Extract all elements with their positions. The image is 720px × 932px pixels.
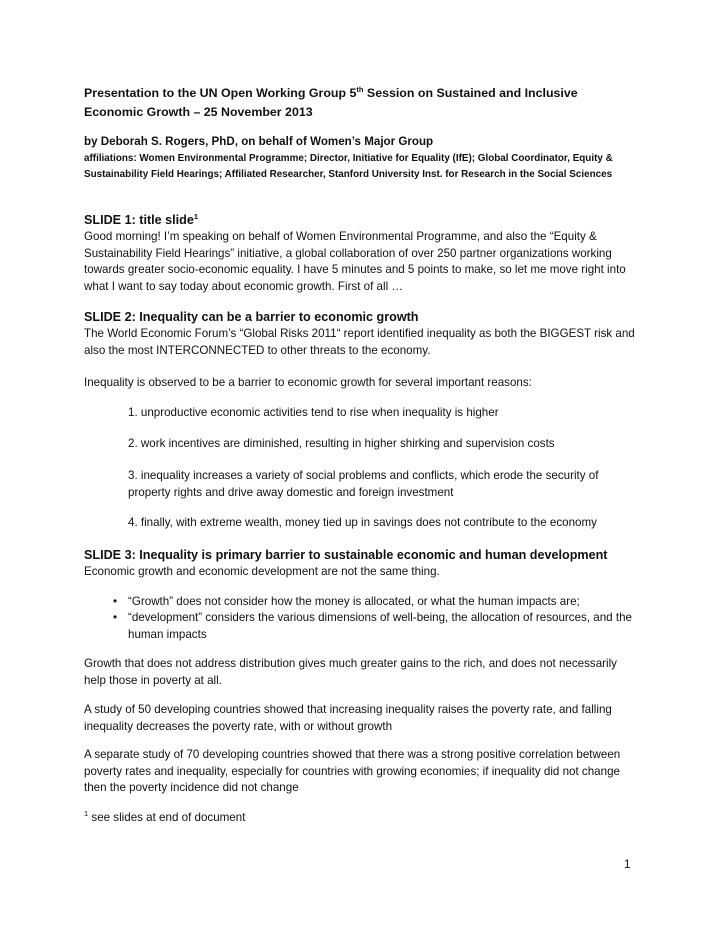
slide3-intro: Economic growth and economic development are not the same thing. (84, 565, 440, 578)
page-number: 1 (624, 858, 631, 871)
slide1-heading: SLIDE 1: title slide$^1$ (84, 211, 199, 227)
slide3-para1: Growth that does not address distribution gives much greater gains to the rich, and does not necessarily help those in poverty at all. (84, 657, 617, 687)
list-item: 1. unproductive economic activities tend to rise when inequality is higher (128, 406, 499, 419)
footnote-ref: 1 (193, 211, 199, 221)
bullet-item: • “development” considers the various dimensions of well-being, the allocation of resources, and the human impacts (128, 610, 640, 643)
title-superscript: th (356, 84, 364, 94)
title-text: Presentation to the UN Open Working Group 5 (84, 86, 357, 100)
affiliations: affiliations: Women Environmental Programme; Director, Initiative for Equality (IfE); Global Coordinator, Equity & Sustainability Field Hearings; Affiliated Researcher, Stanford University Inst. for Research in the Social Sciences (84, 153, 613, 181)
list-item: 3. inequality increases a variety of social problems and conflicts, which erode the security of property rights and drive away domestic and foreign investment (128, 469, 599, 499)
slide2-para1: The World Economic Forum’s “Global Risks 2011“ report identified inequality as both the BIGGEST risk and also the most INTERCONNECTED to other threats to the economy. (84, 327, 635, 357)
title-text-continued: Session on Sustained and Inclusive Economic Growth – 25 November 2013 (84, 86, 578, 119)
footnote: $^1$ see slides at end of document (84, 809, 246, 824)
slide3-heading: SLIDE 3: Inequality is primary barrier to sustainable economic and human development (84, 548, 608, 562)
author-line: by Deborah S. Rogers, PhD, on behalf of Women’s Major Group (84, 135, 434, 148)
bullet-item: • “Growth” does not consider how the money is allocated, or what the human impacts are; (128, 594, 640, 611)
bullet-icon: • (112, 595, 118, 608)
document-title (84, 84, 640, 122)
slide2-para2: Inequality is observed to be a barrier to economic growth for several important reasons: (84, 376, 532, 389)
slide2-heading: SLIDE 2: Inequality can be a barrier to economic growth (84, 310, 419, 324)
slide1-body: Good morning! I’m speaking on behalf of Women Environmental Programme, and also the “Equity & Sustainability Field Hearings” initiative, a global collaboration of over 250 partner organizations working towards greater socio-economic equality. I have 5 minutes and 5 points to make, so let me move right into what I want to say today about economic growth. First of all … (84, 230, 626, 293)
bullet-icon: • (112, 611, 118, 624)
footnote-marker: 1 (84, 809, 89, 819)
slide3-para3: A separate study of 70 developing countries showed that there was a strong positive correlation between poverty rates and inequality, especially for countries with growing economies; if inequality did not change then the poverty incidence did not change (84, 748, 621, 795)
list-item: 4. finally, with extreme wealth, money tied up in savings does not contribute to the economy (128, 516, 597, 529)
slide3-para2: A study of 50 developing countries showed that increasing inequality raises the poverty rate, and falling inequality decreases the poverty rate, with or without growth (84, 703, 612, 733)
list-item: 2. work incentives are diminished, resulting in higher shirking and supervision costs (128, 437, 555, 450)
